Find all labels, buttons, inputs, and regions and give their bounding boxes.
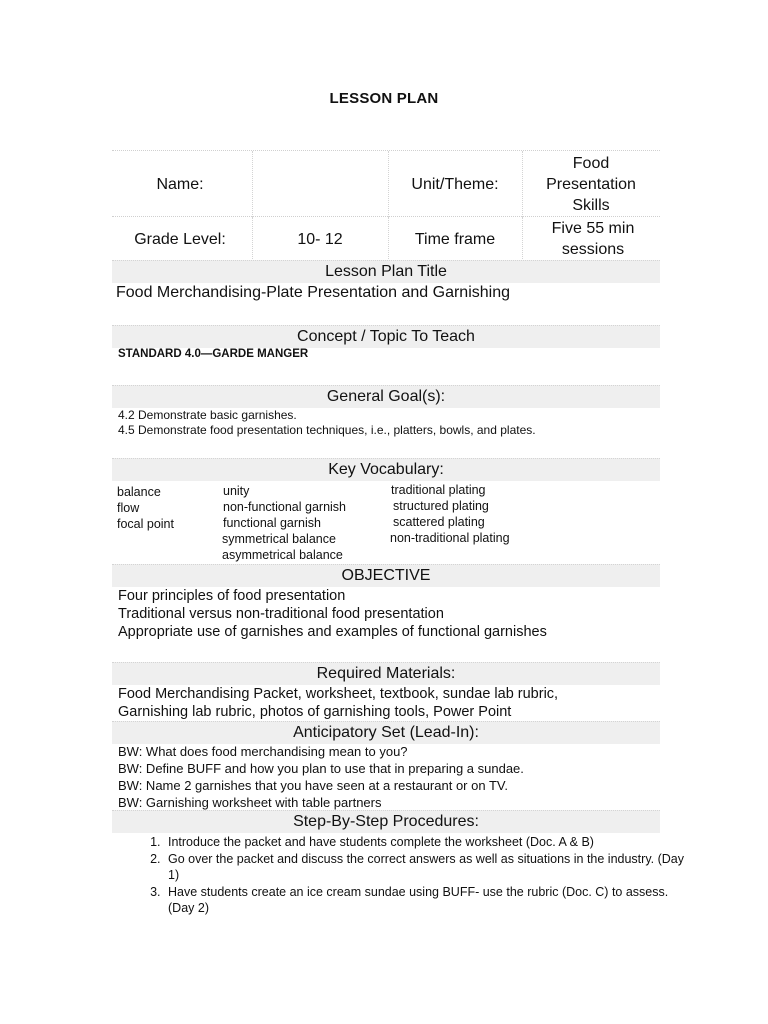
unit-value: Food Presentation Skills <box>546 154 636 214</box>
lesson-title-text: Food Merchandising-Plate Presentation and Garnishing <box>116 284 511 301</box>
concept-heading: Concept / Topic To Teach <box>112 325 660 348</box>
name-value <box>252 151 388 217</box>
time-value: Five 55 min sessions <box>551 220 635 258</box>
header-row-grade <box>112 216 660 261</box>
goals-heading: General Goal(s): <box>112 385 660 408</box>
grade-value: 10- 12 <box>297 230 343 248</box>
time-label: Time frame <box>414 230 496 248</box>
vocab-term: symmetrical balance <box>222 532 336 546</box>
anticipatory-heading: Anticipatory Set (Lead-In): <box>112 721 660 744</box>
concept-text: STANDARD 4.0—GARDE MANGER <box>118 348 309 360</box>
vocab-term: traditional plating <box>391 483 486 497</box>
goal-item: 4.2 Demonstrate basic garnishes. <box>118 408 297 422</box>
vocabulary-heading: Key Vocabulary: <box>112 458 660 481</box>
vocab-term: scattered plating <box>393 515 485 529</box>
procedure-step: 1. Introduce the packet and have students complete the worksheet (Doc. A & B) <box>164 834 690 850</box>
anticipatory-item: BW: Name 2 garnishes that you have seen at a restaurant or on TV. <box>118 778 508 793</box>
materials-line: Garnishing lab rubric, photos of garnishing tools, Power Point <box>118 704 512 720</box>
objective-heading: OBJECTIVE <box>112 564 660 587</box>
procedures-heading: Step-By-Step Procedures: <box>112 810 660 833</box>
grade-label: Grade Level: <box>134 230 226 248</box>
vocab-term: balance <box>117 485 161 499</box>
materials-line: Food Merchandising Packet, worksheet, textbook, sundae lab rubric, <box>118 686 559 702</box>
lesson-plan-table <box>112 150 684 920</box>
procedure-step: 2. Go over the packet and discuss the correct answers as well as situations in the industry. (Day 1) <box>164 851 690 883</box>
page-title: LESSON PLAN <box>329 90 439 107</box>
vocab-term: asymmetrical balance <box>222 548 343 562</box>
procedures-list <box>134 834 690 917</box>
header-row-name <box>112 150 660 217</box>
vocab-term: unity <box>223 484 250 498</box>
procedure-step: 3. Have students create an ice cream sundae using BUFF- use the rubric (Doc. C) to assess. (Day 2) <box>164 884 690 916</box>
objective-item: Traditional versus non-traditional food presentation <box>118 606 444 622</box>
unit-label: Unit/Theme: <box>411 175 499 193</box>
anticipatory-item: BW: What does food merchandising mean to you? <box>118 744 408 759</box>
vocab-term: flow <box>117 501 140 515</box>
vocab-term: focal point <box>117 517 174 531</box>
vocab-term: structured plating <box>393 499 489 513</box>
objective-item: Four principles of food presentation <box>118 588 346 604</box>
vocab-term: non-functional garnish <box>223 500 346 514</box>
vocab-term: functional garnish <box>223 516 321 530</box>
anticipatory-item: BW: Garnishing worksheet with table partners <box>118 795 382 810</box>
anticipatory-item: BW: Define BUFF and how you plan to use that in preparing a sundae. <box>118 761 524 776</box>
name-label: Name: <box>156 175 204 193</box>
lesson-title-heading: Lesson Plan Title <box>112 260 660 283</box>
objective-item: Appropriate use of garnishes and examples of functional garnishes <box>118 624 547 640</box>
vocab-term: non-traditional plating <box>390 531 510 545</box>
goal-item: 4.5 Demonstrate food presentation techniques, i.e., platters, bowls, and plates. <box>118 423 536 437</box>
materials-heading: Required Materials: <box>112 662 660 685</box>
